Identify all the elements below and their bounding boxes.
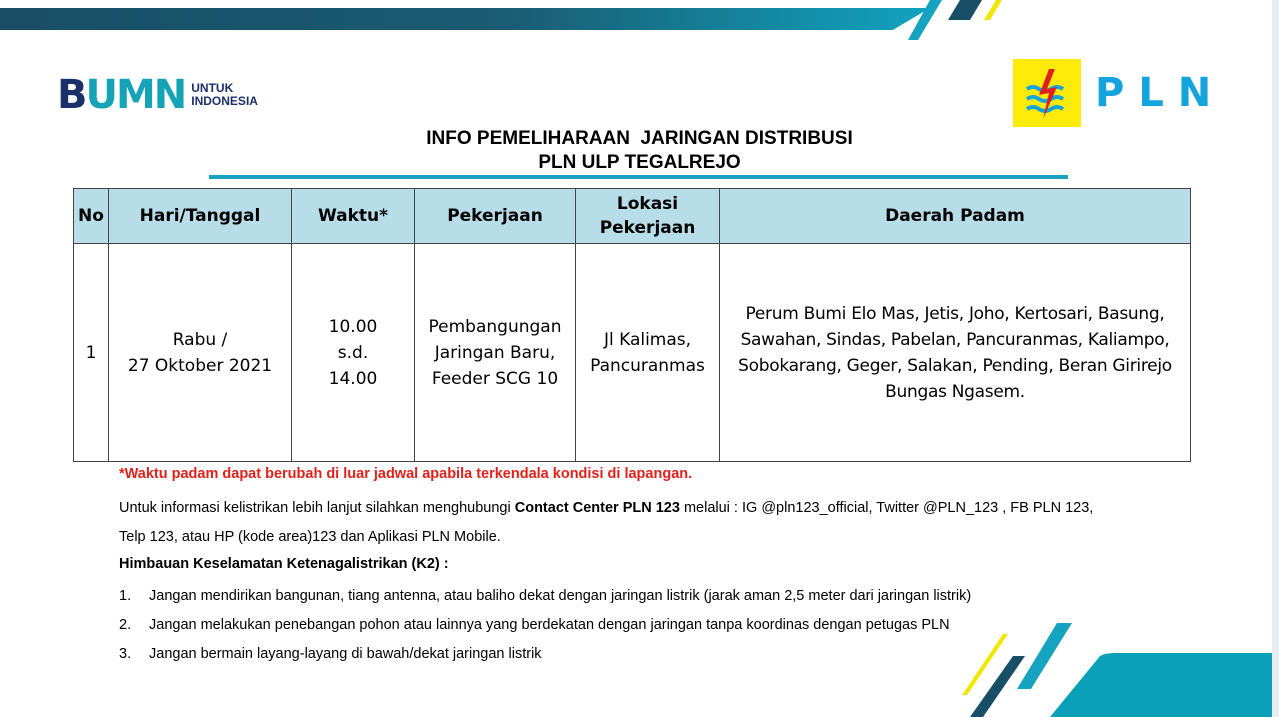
header-no: No xyxy=(74,189,109,244)
k2-num: 2. xyxy=(119,617,132,633)
cell-waktu xyxy=(292,244,415,462)
header-pekerjaan: Pekerjaan xyxy=(415,189,576,244)
info-mid: melalui : xyxy=(679,500,742,516)
cell-pekerjaan: Pembangungan Jaringan Baru, Feeder SCG 10 xyxy=(415,244,576,462)
table-row xyxy=(74,244,1191,462)
cell-hari xyxy=(109,244,292,462)
k2-item xyxy=(119,611,971,640)
table-header-row xyxy=(74,189,1191,244)
cell-daerah: Perum Bumi Elo Mas, Jetis, Joho, Kertosari, Basung, Sawahan, Sindas, Pabelan, Pancuranmas, Kaliampo, Sobokarang, Geger, Salakan, Pending, Beran Girirejo Bungas Ngasem. xyxy=(720,244,1191,462)
title-line-1: INFO PEMELIHARAAN JARINGAN DISTRIBUSI xyxy=(426,128,853,149)
page-title xyxy=(0,127,1279,175)
k2-item xyxy=(119,640,971,669)
cell-hari-date: 27 Oktober 2021 xyxy=(127,355,273,376)
info-contact-center: Contact Center PLN 123 xyxy=(514,500,680,516)
warning-note: *Waktu padam dapat berubah di luar jadwal apabila terkendala kondisi di lapangan. xyxy=(119,466,693,482)
pln-logo-text: PLN xyxy=(1095,70,1226,116)
cell-hari-day: Rabu / xyxy=(172,329,228,350)
header-lokasi: Lokasi Pekerjaan xyxy=(576,189,720,244)
header-waktu: Waktu* xyxy=(292,189,415,244)
bumn-sub-1: UNTUK xyxy=(191,81,234,95)
header-hari: Hari/Tanggal xyxy=(109,189,292,244)
k2-item xyxy=(119,582,972,611)
top-stripes-decoration xyxy=(900,0,1020,42)
waktu-start: 10.00 xyxy=(328,316,378,337)
info-line-2: Telp 123, atau HP (kode area)123 dan Aplikasi PLN Mobile. xyxy=(119,529,501,545)
bumn-logo xyxy=(57,72,258,118)
pln-lightning-icon xyxy=(1013,59,1081,127)
k2-text: Jangan mendirikan bangunan, tiang antenna, atau baliho dekat dengan jaringan listrik (jarak aman 2,5 meter dari jaringan listrik) xyxy=(149,588,972,604)
k2-text: Jangan melakukan penebangan pohon atau lainnya yang berdekatan dengan jaringan tanpa koordinas dengan petugas PLN xyxy=(149,617,950,633)
k2-num: 1. xyxy=(119,588,132,604)
cell-no: 1 xyxy=(74,244,109,462)
k2-text: Jangan bermain layang-layang di bawah/dekat jaringan listrik xyxy=(149,646,542,662)
top-banner-bar xyxy=(0,8,930,30)
info-pre: Untuk informasi kelistrikan lebih lanjut silahkan menghubungi xyxy=(119,500,515,516)
k2-list xyxy=(119,582,972,669)
header-daerah: Daerah Padam xyxy=(720,189,1191,244)
contact-info xyxy=(119,494,1179,552)
title-line-2: PLN ULP TEGALREJO xyxy=(538,152,741,173)
pln-logo xyxy=(1013,59,1225,127)
k2-num: 3. xyxy=(119,646,132,662)
title-underline xyxy=(209,175,1068,179)
waktu-end: 14.00 xyxy=(328,368,378,389)
maintenance-table xyxy=(73,188,1191,462)
cell-lokasi: Jl Kalimas, Pancuranmas xyxy=(576,244,720,462)
bumn-logo-mark: BUMN xyxy=(57,72,186,118)
info-channels: IG @pln123_official, Twitter @PLN_123 , FB PLN 123, xyxy=(742,500,1094,516)
right-edge xyxy=(1272,0,1279,717)
bumn-sub-2: INDONESIA xyxy=(191,94,258,108)
k2-title: Himbauan Keselamatan Ketenagalistrikan (K2) : xyxy=(119,556,449,572)
waktu-sd: s.d. xyxy=(337,342,369,363)
bottom-stripes-decoration xyxy=(950,620,1272,717)
